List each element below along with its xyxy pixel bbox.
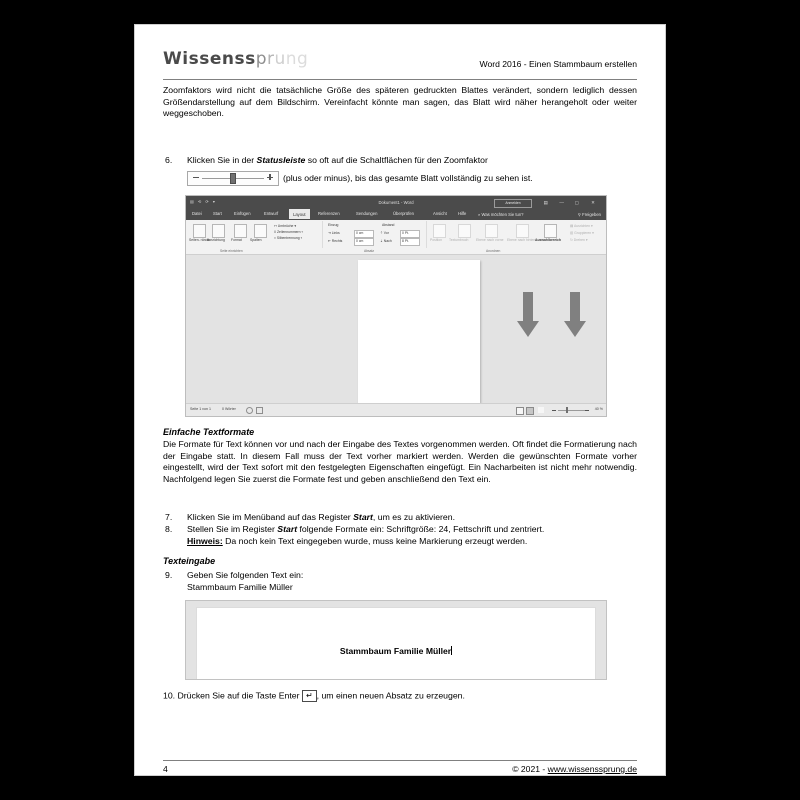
tab-entwurf[interactable]: Entwurf <box>264 211 279 217</box>
spacing-after-text: Nach <box>383 239 392 243</box>
drehen-label: Drehen <box>573 238 585 242</box>
step-6-text-c: (plus oder minus), bis das gesamte Blatt vollständig zu sehen ist. <box>283 172 533 183</box>
step-7-text-b: , um es zu aktivieren. <box>372 512 456 522</box>
logo-part-4: u <box>274 49 286 69</box>
group-label-anordnen: Anordnen <box>486 249 501 253</box>
status-zoom-track[interactable] <box>558 410 586 411</box>
ausrichtung-label: Ausrichtung <box>207 238 225 242</box>
seitenraender-icon[interactable] <box>193 224 206 238</box>
zeilennummern-label: Zeilennummern <box>276 230 301 234</box>
zeilennummern-item[interactable]: ⌸ Zeilennummern ▾ <box>274 230 303 234</box>
share-button[interactable]: ⚲ Freigeben <box>577 211 601 217</box>
document-heading-value: Stammbaum Familie Müller <box>339 646 452 656</box>
view-read-mode-button[interactable] <box>516 407 524 415</box>
ausrichten-label: Ausrichten <box>573 224 590 228</box>
tell-me-box[interactable]: ⌕ Was möchten Sie tun? <box>478 211 524 217</box>
indent-right-value: 0 cm <box>356 239 364 243</box>
abstand-vor-label: ⇡ Vor <box>380 231 389 235</box>
step-6 <box>165 155 635 186</box>
word-document-title: Dokument1 - Word <box>378 200 414 205</box>
step-6-number: 6. <box>165 155 173 165</box>
status-page-info: Seite 1 von 1 <box>190 407 211 412</box>
umbrueche-item[interactable]: ↤ Umbrüche ▾ <box>274 224 297 228</box>
hinweis-label: Hinweis: <box>187 535 223 546</box>
tab-start[interactable]: Start <box>213 211 222 217</box>
wissenssprung-logo <box>163 49 308 69</box>
step-9-number: 9. <box>165 570 173 580</box>
tab-einfuegen[interactable]: Einfügen <box>234 211 251 217</box>
quick-access-toolbar[interactable]: ▤ ⟲ ⟳ ▾ <box>190 199 217 204</box>
step-8-emphasis: Start <box>277 524 298 534</box>
tab-referenzen[interactable]: Referenzen <box>318 211 340 217</box>
ausrichten-item[interactable]: ▤ Ausrichten ▾ <box>570 224 593 228</box>
arrow-1-shaft <box>523 292 533 322</box>
logo-part-5: ng <box>285 49 309 69</box>
gruppieren-label: Gruppieren <box>574 231 592 235</box>
step-7 <box>165 512 635 524</box>
share-label: Freigeben <box>582 211 601 217</box>
footer-url[interactable]: www.wissenssprung.de <box>547 764 637 774</box>
arrow-1-head <box>517 321 539 337</box>
step-6-text <box>187 155 635 167</box>
status-zoom-out-icon[interactable] <box>552 410 556 411</box>
indent-left-value: 0 cm <box>356 231 364 235</box>
status-zoom-handle[interactable] <box>566 407 568 413</box>
ribbon-display-options-icon[interactable]: ▤ <box>543 199 548 205</box>
step-9 <box>165 570 635 593</box>
abstand-label: Abstand <box>382 223 395 227</box>
textumbruch-icon[interactable] <box>458 224 471 238</box>
indent-right-text: Rechts <box>331 239 343 243</box>
word-ribbon-layout <box>186 220 606 255</box>
document-heading-text <box>197 646 595 656</box>
spacing-before-value: 0 Pt. <box>402 231 409 235</box>
accessibility-icon[interactable] <box>256 407 263 414</box>
document-white-page <box>196 607 596 679</box>
einzug-rechts-label: ⇤ Rechts <box>328 239 343 243</box>
auswahlbereich-label: Auswahlbereich <box>535 238 562 242</box>
step-6-text-b: so oft auf die Schaltflächen für den Zoomfaktor <box>305 155 488 165</box>
step-9-text <box>187 570 635 593</box>
format-label: Format <box>231 238 242 242</box>
silbentrennung-label: Silbentrennung <box>276 236 300 240</box>
ausrichtung-icon[interactable] <box>212 224 225 238</box>
word-document-canvas[interactable] <box>186 254 606 404</box>
spacing-after-value: 8 Pt. <box>402 239 409 243</box>
document-page <box>135 25 665 775</box>
arrow-2-head <box>564 321 586 337</box>
indent-left-text: Links <box>331 231 340 235</box>
tab-ueberpruefen[interactable]: Überprüfen <box>393 211 414 217</box>
tell-me-label: Was möchten Sie tun? <box>481 211 524 217</box>
step-10 <box>163 690 637 702</box>
step-9-text-a: Geben Sie folgenden Text ein: <box>187 570 304 580</box>
einzug-label: Einzug <box>328 223 339 227</box>
step-7-text <box>187 512 635 524</box>
format-icon[interactable] <box>234 224 247 238</box>
step-7-text-a: Klicken Sie im Menüband auf das Register <box>187 512 354 522</box>
ebene-vorne-label: Ebene nach vorne <box>476 238 504 242</box>
footer-page-number: 4 <box>163 764 168 774</box>
zoom-out-icon[interactable] <box>193 177 199 179</box>
header-title: Word 2016 - Einen Stammbaum erstellen <box>479 59 637 69</box>
step-8-text <box>187 524 635 547</box>
ebene-hinten-label: Ebene nach hinten <box>507 238 536 242</box>
step-6-text-a: Klicken Sie in der <box>187 155 257 165</box>
ribbon-separator-1 <box>322 221 323 248</box>
step-6-emphasis: Statusleiste <box>256 155 306 165</box>
enter-key-icon: ↵ <box>302 690 317 702</box>
footer-copyright <box>512 764 637 774</box>
step-9-text-b: Stammbaum Familie Müller <box>187 581 293 592</box>
footer-divider <box>163 760 637 761</box>
logo-part-2: p <box>255 49 267 69</box>
position-label: Position <box>430 238 443 242</box>
step-10-text-a: Drücken Sie auf die Taste Enter <box>177 690 302 701</box>
status-word-count: 0 Wörter <box>222 407 236 412</box>
logo-part-3: r <box>266 49 275 69</box>
word-title-bar <box>186 196 606 209</box>
status-zoom-percent: 40 % <box>594 407 603 412</box>
step-7-number: 7. <box>165 512 173 522</box>
textumbruch-label: Textumbruch <box>449 238 469 242</box>
group-label-seite-einrichten: Seite einrichten <box>220 249 243 253</box>
tab-layout[interactable]: Layout <box>289 209 310 219</box>
abstand-nach-label: ⇣ Nach <box>380 239 392 243</box>
step-7-emphasis: Start <box>353 512 373 522</box>
zoom-slider-handle[interactable] <box>230 173 236 184</box>
step-8-text-b: folgende Formate ein: Schriftgröße: 24, Fettschrift und zentriert. <box>297 524 545 534</box>
textformate-paragraph: Die Formate für Text können vor und nach der Eingabe des Textes vorgenommen werden. Oft findet die Formatierung nach der Eingabe statt. In diesem Fall muss der Text vorher markiert werden. Werden die gewünschten Formate vorher eingestellt, wird der Text sofort mit den festgelegten Eigenschaften eingefügt. Ein Nacharbeiten ist nicht mehr notwendig. Nachfolgend legen Sie zuerst die Formate fest und geben anschließend den Text ein. <box>163 439 637 484</box>
step-6-line-2 <box>187 171 635 186</box>
maximize-icon[interactable]: ▢ <box>574 199 579 205</box>
spacing-before-text: Vor <box>383 231 389 235</box>
copyright-text: © 2021 - <box>512 764 548 774</box>
seitenraender-label: Seiten- ränder <box>189 238 211 242</box>
word-ribbon-tabs <box>186 209 606 220</box>
ebene-vorne-icon[interactable] <box>485 224 498 238</box>
logo-part-1: Wissenss <box>163 49 256 69</box>
step-10-text-b: , um einen neuen Absatz zu erzeugen. <box>316 690 465 701</box>
tab-sendungen[interactable]: Sendungen <box>356 211 378 217</box>
tab-datei[interactable]: Datei <box>192 211 202 217</box>
drehen-item[interactable]: ↻ Drehen ▾ <box>570 238 588 242</box>
sign-in-button[interactable]: Anmelden <box>494 199 532 208</box>
hinweis-text: Da noch kein Text eingegeben wurde, muss keine Markierung erzeugt werden. <box>222 535 528 546</box>
einzug-links-label: ⇥ Links <box>328 231 340 235</box>
ribbon-separator-2 <box>426 221 427 248</box>
stammbaum-document-screenshot <box>185 600 607 680</box>
word-page-preview <box>358 260 480 403</box>
umbrueche-label: Umbrüche <box>277 224 294 228</box>
zoom-slider-widget[interactable] <box>187 171 279 186</box>
ebene-hinten-icon[interactable] <box>516 224 529 238</box>
status-zoom-in-icon[interactable] <box>585 410 589 411</box>
group-label-absatz: Absatz <box>364 249 375 253</box>
view-web-layout-button[interactable] <box>538 407 544 413</box>
spalten-icon[interactable] <box>254 224 267 238</box>
auswahlbereich-icon[interactable] <box>544 224 557 238</box>
proofing-icon[interactable] <box>246 407 253 414</box>
arrow-2-shaft <box>570 292 580 322</box>
view-print-layout-button[interactable] <box>526 407 534 415</box>
page-header <box>163 47 637 81</box>
header-divider <box>163 79 637 80</box>
position-icon[interactable] <box>433 224 446 238</box>
word-application-screenshot <box>185 195 607 417</box>
intro-paragraph: Zoomfaktors wird nicht die tatsächliche Größe des späteren gedruckten Blattes verändert, sondern lediglich dessen Größendarstellung auf dem Bildschirm. Vereinfacht könnte man sagen, das Blatt wird näher herangeholt oder weiter weggeschoben. <box>163 85 637 119</box>
minimize-icon[interactable]: — <box>559 199 564 205</box>
close-icon[interactable]: ✕ <box>591 199 595 205</box>
heading-texteingabe: Texteingabe <box>163 556 216 566</box>
text-cursor <box>451 646 452 655</box>
step-8-text-a: Stellen Sie im Register <box>187 524 278 534</box>
step-8-number: 8. <box>165 524 173 534</box>
heading-einfache-textformate: Einfache Textformate <box>163 427 255 437</box>
tab-hilfe[interactable]: Hilfe <box>458 211 467 217</box>
tab-ansicht[interactable]: Ansicht <box>433 211 447 217</box>
spalten-label: Spalten <box>250 238 262 242</box>
silbentrennung-item[interactable]: ⌗ Silbentrennung ▾ <box>274 236 303 240</box>
zoom-in-icon-vertical <box>269 174 271 180</box>
gruppieren-item[interactable]: ▥ Gruppieren ▾ <box>570 231 594 235</box>
step-8 <box>165 524 635 547</box>
step-10-number: 10. <box>163 690 176 701</box>
word-status-bar <box>186 403 606 416</box>
